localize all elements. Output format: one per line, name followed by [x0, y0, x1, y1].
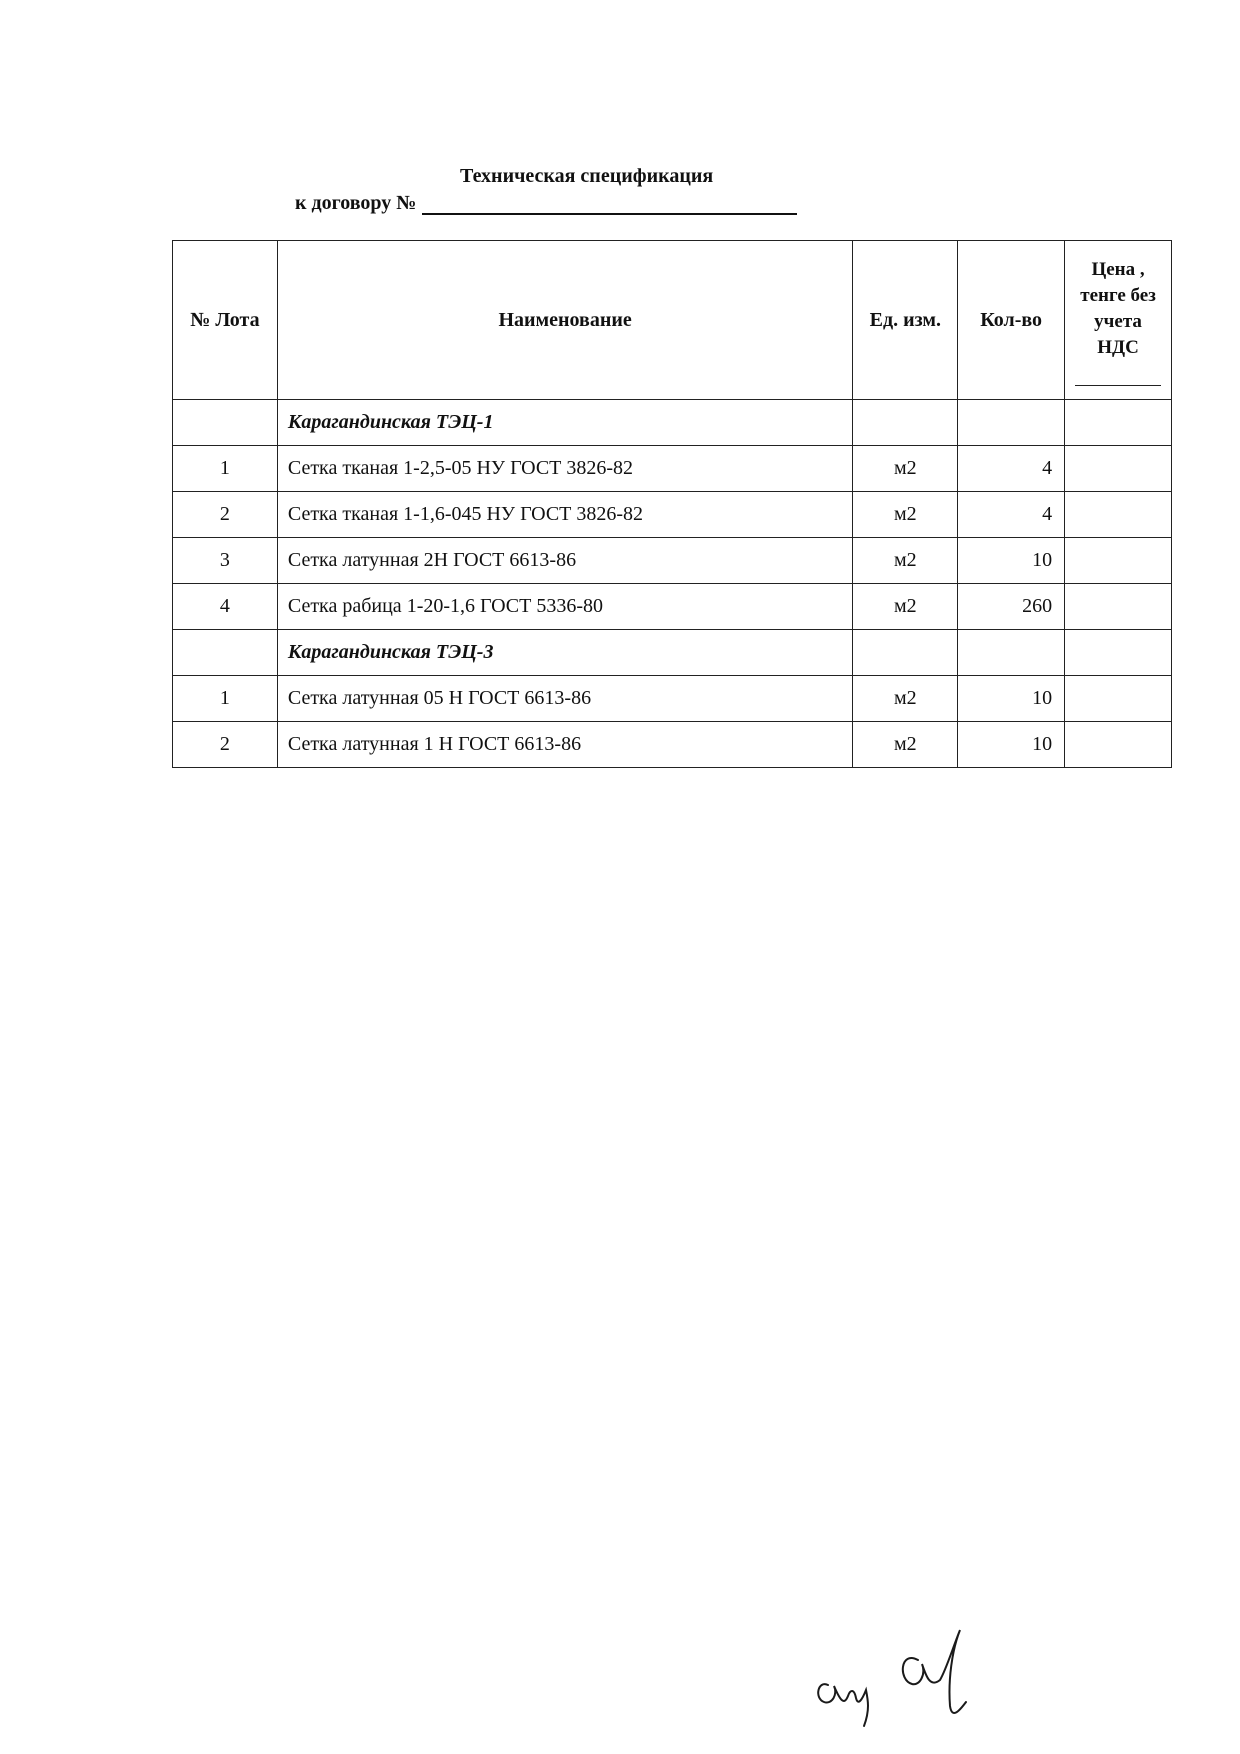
cell-qty: 4: [958, 492, 1065, 538]
cell-unit: м2: [853, 584, 958, 630]
cell-price: [1065, 446, 1172, 492]
cell-lot: 4: [173, 584, 278, 630]
section-row: [173, 630, 1172, 676]
column-header-price-label: Цена , тенге без учета НДС: [1075, 255, 1161, 386]
contract-label: к договору №: [295, 192, 417, 214]
cell-unit: м2: [853, 492, 958, 538]
cell-lot: 1: [173, 446, 278, 492]
cell-qty: 10: [958, 538, 1065, 584]
handwritten-signature-icon: [800, 1610, 980, 1730]
table-row: [173, 538, 1172, 584]
cell-lot: 3: [173, 538, 278, 584]
cell-unit: м2: [853, 722, 958, 768]
section-title: Карагандинская ТЭЦ-1: [277, 400, 853, 446]
cell-qty: 4: [958, 446, 1065, 492]
contract-number-field: [422, 193, 797, 215]
table-row: [173, 492, 1172, 538]
cell-name: Сетка латунная 1 Н ГОСТ 6613-86: [277, 722, 853, 768]
section-row: [173, 400, 1172, 446]
contract-number-line: [295, 192, 797, 215]
table-header-row: [173, 241, 1172, 400]
cell-lot: 2: [173, 722, 278, 768]
cell-price: [1065, 538, 1172, 584]
cell-name: Сетка тканая 1-2,5-05 НУ ГОСТ 3826-82: [277, 446, 853, 492]
cell-lot: 2: [173, 492, 278, 538]
table-row: [173, 584, 1172, 630]
cell-unit: м2: [853, 446, 958, 492]
cell-qty: 260: [958, 584, 1065, 630]
specification-table: [172, 240, 1172, 768]
cell-name: Сетка тканая 1-1,6-045 НУ ГОСТ 3826-82: [277, 492, 853, 538]
cell-price: [1065, 492, 1172, 538]
cell-qty: 10: [958, 676, 1065, 722]
page-title: Техническая спецификация: [460, 165, 714, 187]
cell-price: [1065, 584, 1172, 630]
section-title: Карагандинская ТЭЦ-3: [277, 630, 853, 676]
cell-name: Сетка рабица 1-20-1,6 ГОСТ 5336-80: [277, 584, 853, 630]
column-header-price: [1065, 241, 1172, 400]
table-row: [173, 722, 1172, 768]
column-header-lot: № Лота: [173, 241, 278, 400]
cell-unit: м2: [853, 538, 958, 584]
cell-price: [1065, 722, 1172, 768]
column-header-qty: Кол-во: [958, 241, 1065, 400]
table-row: [173, 676, 1172, 722]
column-header-unit: Ед. изм.: [853, 241, 958, 400]
cell-name: Сетка латунная 2Н ГОСТ 6613-86: [277, 538, 853, 584]
cell-qty: 10: [958, 722, 1065, 768]
cell-name: Сетка латунная 05 Н ГОСТ 6613-86: [277, 676, 853, 722]
cell-price: [1065, 676, 1172, 722]
table-row: [173, 446, 1172, 492]
column-header-name: Наименование: [277, 241, 853, 400]
cell-lot: 1: [173, 676, 278, 722]
cell-unit: м2: [853, 676, 958, 722]
